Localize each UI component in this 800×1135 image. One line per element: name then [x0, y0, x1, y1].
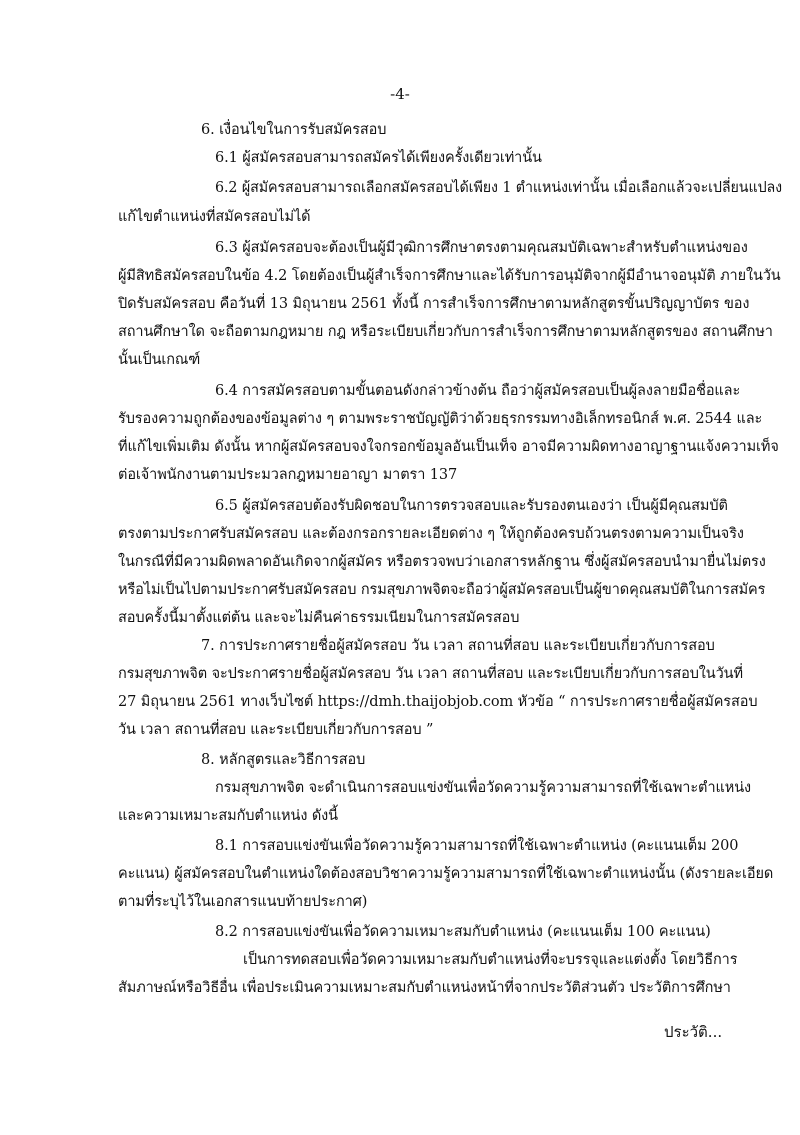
section-7-line-1: 7. การประกาศรายชื่อผู้สมัครสอบ วัน เวลา สถานที่สอบ และระเบียบเกี่ยวกับการสอบ: [201, 638, 715, 654]
paragraph-6-4-line-2: รับรองความถูกต้องของข้อมูลต่าง ๆ ตามพระราชบัญญัติว่าด้วยธุรกรรมทางอิเล็กทรอนิกส์ พ.ศ. 2544 และ: [118, 411, 763, 427]
section-8-intro-line-2: และความเหมาะสมกับตำแหน่ง ดังนี้: [118, 808, 338, 824]
paragraph-6-2-line-1: 6.2 ผู้สมัครสอบสามารถเลือกสมัครสอบได้เพียง 1 ตำแหน่งเท่านั้น เมื่อเลือกแล้วจะเปลี่ยนแปลง: [215, 180, 783, 196]
paragraph-8-1-line-1: 8.1 การสอบแข่งขันเพื่อวัดความรู้ความสามารถที่ใช้เฉพาะตำแหน่ง (คะแนนเต็ม 200: [215, 838, 739, 854]
paragraph-6-5-line-3: ในกรณีที่มีความผิดพลาดอันเกิดจากผู้สมัคร หรือตรวจพบว่าเอกสารหลักฐาน ซึ่งผู้สมัครสอบนำมายื่นไม่ตรง: [118, 554, 766, 570]
paragraph-6-3-line-2: ผู้มีสิทธิสมัครสอบในข้อ 4.2 โดยต้องเป็นผู้สำเร็จการศึกษาและได้รับการอนุมัติจากผู้มีอำนาจอนุมัติ ภายในวัน: [118, 268, 781, 284]
paragraph-6-4-line-1: 6.4 การสมัครสอบตามขั้นตอนดังกล่าวข้างต้น ถือว่าผู้สมัครสอบเป็นผู้ลงลายมือชื่อและ: [215, 383, 741, 399]
paragraph-6-2-line-2: แก้ไขตำแหน่งที่สมัครสอบไม่ได้: [118, 209, 311, 225]
paragraph-6-3-line-3: ปิดรับสมัครสอบ คือวันที่ 13 มิถุนายน 2561 ทั้งนี้ การสำเร็จการศึกษาตามหลักสูตรขั้นปริญญาบัตร ของ: [118, 296, 750, 312]
paragraph-8-2-line-1: เป็นการทดสอบเพื่อวัดความเหมาะสมกับตำแหน่งที่จะบรรจุและแต่งตั้ง โดยวิธีการ: [243, 952, 738, 968]
paragraph-6-3-line-1: 6.3 ผู้สมัครสอบจะต้องเป็นผู้มีวุฒิการศึกษาตรงตามคุณสมบัติเฉพาะสำหรับตำแหน่งของ: [215, 240, 748, 256]
paragraph-6-5-line-4: หรือไม่เป็นไปตามประกาศรับสมัครสอบ กรมสุขภาพจิตจะถือว่าผู้สมัครสอบเป็นผู้ขาดคุณสมบัติในการสมัคร: [118, 582, 766, 598]
paragraph-6-3-line-4: สถานศึกษาใด จะถือตามกฎหมาย กฎ หรือระเบียบเกี่ยวกับการสำเร็จการศึกษาตามหลักสูตรของ สถานศึกษา: [118, 324, 773, 340]
paragraph-8-2-line-2: สัมภาษณ์หรือวิธีอื่น เพื่อประเมินความเหมาะสมกับตำแหน่งหน้าที่จากประวัติส่วนตัว ประวัติการศึกษา: [118, 980, 731, 996]
section-8-title: 8. หลักสูตรและวิธีการสอบ: [201, 752, 366, 768]
section-7-line-3: 27 มิถุนายน 2561 ทางเว็บไซต์ https://dmh.thaijobjob.com หัวข้อ “ การประกาศรายชื่อผู้สมัครสอบ: [118, 694, 758, 710]
paragraph-8-1-line-3: ตามที่ระบุไว้ในเอกสารแนบท้ายประกาศ): [118, 894, 368, 910]
section-7-line-2: กรมสุขภาพจิต จะประกาศรายชื่อผู้สมัครสอบ วัน เวลา สถานที่สอบ และระเบียบเกี่ยวกับการสอบในวันที่: [118, 666, 743, 682]
section-6-title: 6. เงื่อนไขในการรับสมัครสอบ: [201, 122, 387, 138]
paragraph-8-2-title: 8.2 การสอบแข่งขันเพื่อวัดความเหมาะสมกับตำแหน่ง (คะแนนเต็ม 100 คะแนน): [215, 924, 711, 940]
page-number: -4-: [390, 85, 410, 103]
paragraph-6-4-line-3: ที่แก้ไขเพิ่มเติม ดังนั้น หากผู้สมัครสอบจงใจกรอกข้อมูลอันเป็นเท็จ อาจมีความผิดทางอาญาฐานแจ้งความเท็จ: [118, 439, 779, 455]
paragraph-6-5-line-1: 6.5 ผู้สมัครสอบต้องรับผิดชอบในการตรวจสอบและรับรองตนเองว่า เป็นผู้มีคุณสมบัติ: [215, 498, 728, 514]
paragraph-8-1-line-2: คะแนน) ผู้สมัครสอบในตำแหน่งใดต้องสอบวิชาความรู้ความสามารถที่ใช้เฉพาะตำแหน่งนั้น (ดังรายละเอียด: [118, 866, 774, 882]
paragraph-6-4-line-4: ต่อเจ้าพนักงานตามประมวลกฎหมายอาญา มาตรา 137: [118, 467, 458, 483]
continuation-marker: ประวัติ...: [664, 1023, 723, 1041]
section-8-intro-line-1: กรมสุขภาพจิต จะดำเนินการสอบแข่งขันเพื่อวัดความรู้ความสามารถที่ใช้เฉพาะตำแหน่ง: [215, 780, 751, 796]
paragraph-6-5-line-2: ตรงตามประกาศรับสมัครสอบ และต้องกรอกรายละเอียดต่าง ๆ ให้ถูกต้องครบถ้วนตรงตามความเป็นจริง: [118, 526, 744, 542]
paragraph-6-5-line-5: สอบครั้งนี้มาตั้งแต่ต้น และจะไม่คืนค่าธรรมเนียมในการสมัครสอบ: [118, 610, 520, 626]
section-7-line-4: วัน เวลา สถานที่สอบ และระเบียบเกี่ยวกับการสอบ ”: [118, 722, 434, 738]
paragraph-6-1: 6.1 ผู้สมัครสอบสามารถสมัครได้เพียงครั้งเดียวเท่านั้น: [215, 150, 542, 166]
paragraph-6-3-line-5: นั้นเป็นเกณฑ์: [118, 352, 201, 368]
